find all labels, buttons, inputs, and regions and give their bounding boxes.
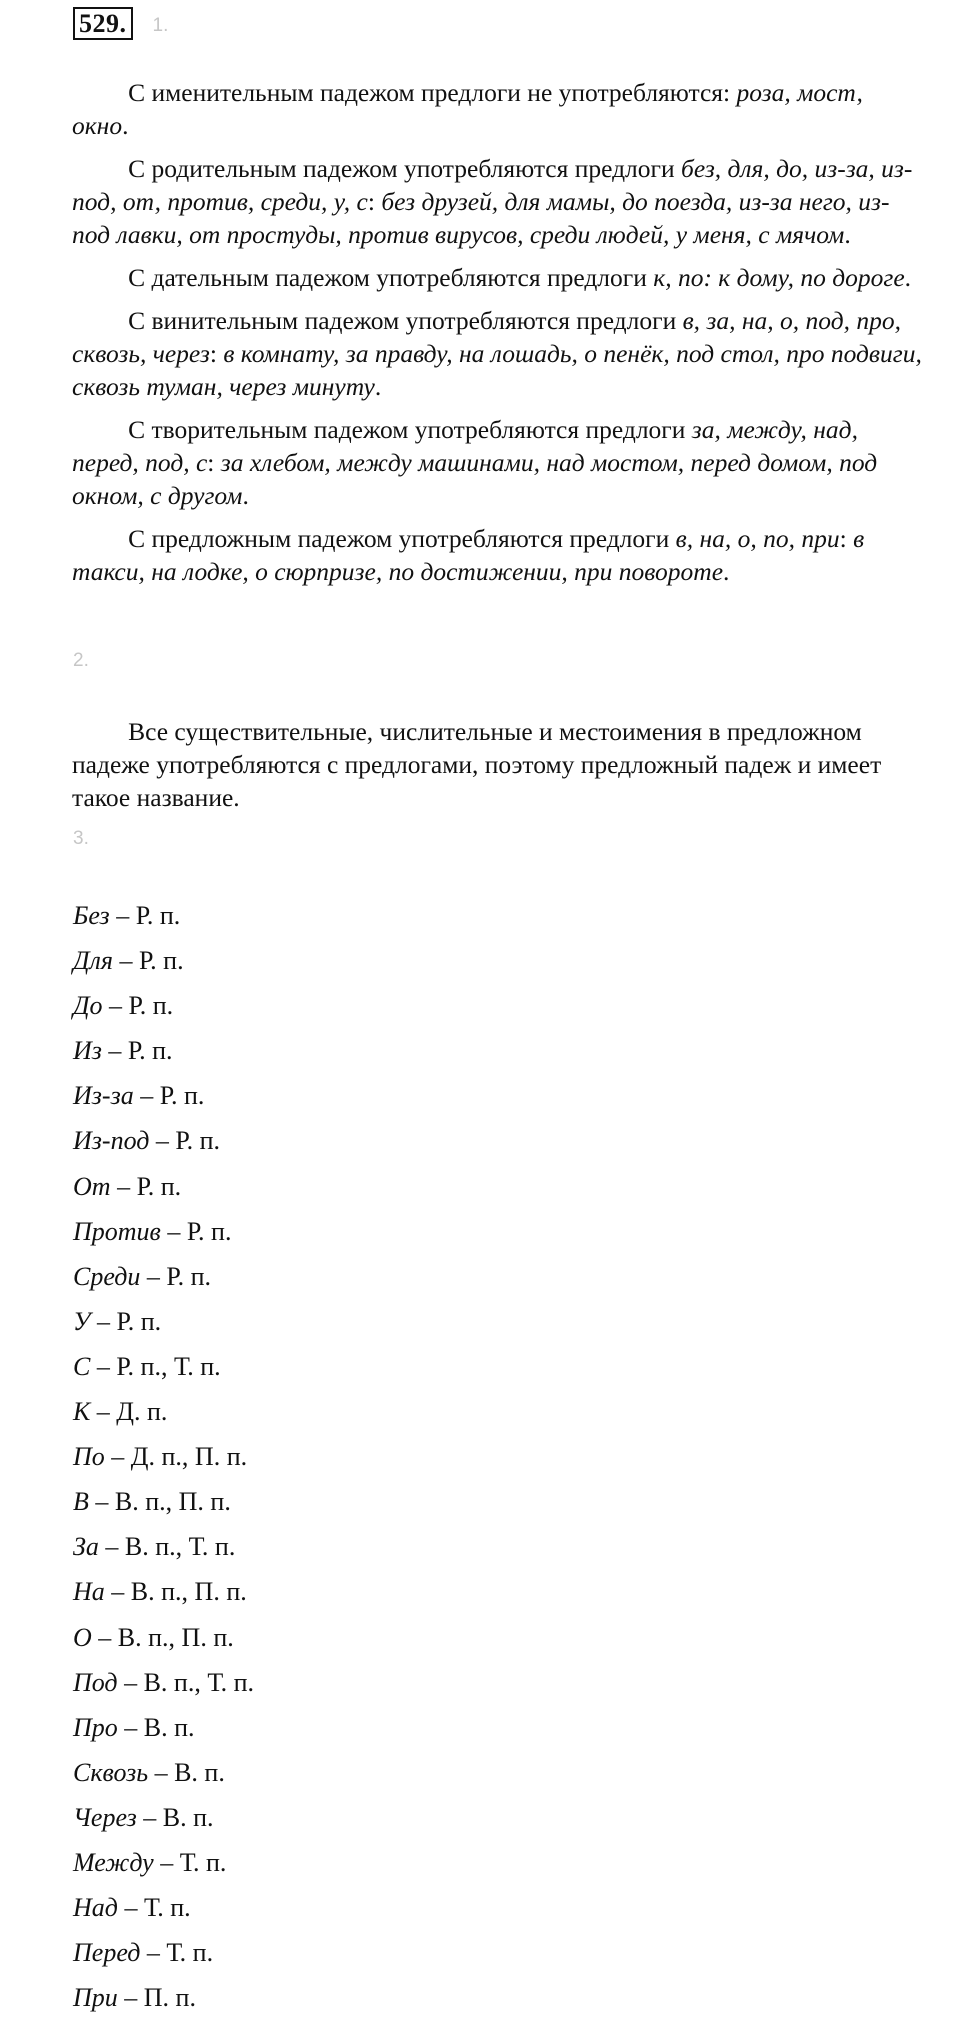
paragraph-text: С именительным падежом предлоги не употребляются:: [128, 78, 737, 107]
examples-text: в такси, на лодке, о сюрпризе, по достижении, при повороте: [72, 524, 865, 586]
preposition-word: Из: [73, 1036, 102, 1066]
preposition-word: Сквозь: [73, 1757, 149, 1787]
list-item: [73, 1975, 254, 2020]
exercise-number: 529.: [73, 7, 133, 40]
list-item: [73, 1209, 254, 1254]
list-item: [73, 1389, 254, 1434]
paragraph-prepositional: [72, 522, 924, 588]
preposition-word: Через: [73, 1802, 137, 1832]
list-item: [73, 1164, 254, 1209]
prepositions-list: [73, 893, 254, 2020]
case-abbreviation: – Т. п.: [117, 1893, 191, 1923]
list-item: [73, 1524, 254, 1569]
case-abbreviation: – Р. п.: [133, 1081, 205, 1111]
case-abbreviation: – Р. п.: [149, 1126, 221, 1156]
prepositions-text: в, за, на, о, под, про, сквозь, через: [72, 306, 901, 368]
list-item: [73, 1795, 254, 1840]
preposition-word: К: [73, 1397, 91, 1427]
examples-text: к, по: к дому, по дороге: [653, 263, 905, 292]
punctuation: .: [723, 557, 730, 586]
punctuation: .: [844, 220, 851, 249]
case-abbreviation: – Р. п.: [101, 1036, 173, 1066]
paragraph-text: С дательным падежом употребляются предлоги: [128, 263, 654, 292]
preposition-word: До: [73, 991, 103, 1021]
preposition-word: Против: [73, 1216, 161, 1246]
list-item: [73, 1660, 254, 1705]
exercise-header: [73, 6, 168, 40]
paragraph-accusative: [72, 304, 924, 403]
case-abbreviation: – Т. п.: [153, 1847, 227, 1877]
preposition-word: С: [73, 1351, 91, 1381]
paragraph-text: С творительным падежом употребляются предлоги: [128, 415, 692, 444]
case-abbreviation: – В. п., П. п.: [104, 1577, 247, 1607]
list-item: [73, 1028, 254, 1073]
paragraph-text: С родительным падежом употребляются предлоги: [128, 154, 682, 183]
case-abbreviation: – В. п., Т. п.: [98, 1532, 236, 1562]
examples-text: без друзей, для мамы, до поезда, из-за него, из-под лавки, от простуды, против вирусов, среди людей, у меня, с мячом: [72, 187, 890, 249]
section-1-text: [72, 76, 924, 598]
punctuation: :: [207, 448, 221, 477]
list-item: [73, 1118, 254, 1163]
list-item: [73, 1615, 254, 1660]
preposition-word: В: [73, 1487, 89, 1517]
list-item: [73, 1705, 254, 1750]
list-item: [73, 1344, 254, 1389]
case-abbreviation: – Р. п.: [160, 1216, 232, 1246]
paragraph-nominative: [72, 76, 924, 142]
punctuation: .: [374, 372, 382, 401]
punctuation: :: [367, 187, 382, 216]
list-item: [73, 893, 254, 938]
list-item: [73, 1479, 254, 1524]
list-item: [73, 983, 254, 1028]
case-abbreviation: – В. п.: [117, 1712, 195, 1742]
list-item: [73, 938, 254, 983]
paragraph-genitive: [72, 152, 924, 251]
preposition-word: За: [73, 1532, 99, 1562]
preposition-word: Про: [73, 1712, 118, 1742]
preposition-word: У: [73, 1306, 91, 1336]
examples-text: за хлебом, между машинами, над мостом, перед домом, под окном, с другом: [72, 448, 878, 510]
list-item: [73, 1299, 254, 1344]
paragraph-text: С винительным падежом употребляются предлоги: [128, 306, 683, 335]
case-abbreviation: – Р. п.: [110, 1171, 182, 1201]
punctuation: .: [122, 111, 129, 140]
prepositions-text: в, на, о, по, при: [675, 524, 840, 553]
preposition-word: Из-за: [73, 1081, 134, 1111]
case-abbreviation: – В. п., П. п.: [91, 1622, 234, 1652]
case-abbreviation: – Р. п.: [90, 1306, 162, 1336]
prepositions-text: за, между, над, перед, под, с: [72, 415, 858, 477]
paragraph-section-2: Все существительные, числительные и местоимения в предложном падеже употребляются с предлогами, поэтому предложный падеж и имеет такое название.: [72, 717, 882, 812]
paragraph-instrumental: [72, 413, 924, 512]
punctuation: :: [209, 339, 224, 368]
list-item: [73, 1840, 254, 1885]
case-abbreviation: – Т. п.: [140, 1938, 214, 1968]
section-3-label: 3.: [73, 828, 89, 849]
list-item: [73, 1750, 254, 1795]
case-abbreviation: – В. п.: [136, 1802, 214, 1832]
preposition-word: На: [73, 1577, 105, 1607]
section-2-text: [72, 715, 924, 824]
case-abbreviation: – В. п., П. п.: [88, 1487, 231, 1517]
preposition-word: Под: [73, 1667, 118, 1697]
preposition-word: О: [73, 1622, 92, 1652]
list-item: [73, 1434, 254, 1479]
case-abbreviation: – Д. п., П. п.: [104, 1442, 248, 1472]
preposition-word: Среди: [73, 1261, 141, 1291]
preposition-word: Перед: [73, 1938, 141, 1968]
preposition-word: Без: [73, 901, 110, 930]
punctuation: .: [242, 481, 249, 510]
case-abbreviation: – Р. п.: [140, 1261, 212, 1291]
section-1-label: 1.: [152, 15, 169, 36]
case-abbreviation: – Р. п.: [102, 991, 174, 1021]
case-abbreviation: – Р. п.: [112, 946, 184, 976]
case-abbreviation: – Р. п., Т. п.: [90, 1351, 221, 1381]
preposition-word: При: [73, 1983, 118, 2013]
preposition-word: Из-под: [73, 1126, 150, 1156]
paragraph-text: С предложным падежом употребляются предлоги: [128, 524, 676, 553]
list-item: [73, 1569, 254, 1614]
list-item: [73, 1930, 254, 1975]
case-abbreviation: – Р. п.: [109, 901, 181, 930]
case-abbreviation: – В. п., Т. п.: [117, 1667, 255, 1697]
preposition-word: От: [73, 1171, 111, 1201]
case-abbreviation: – П. п.: [117, 1983, 196, 2013]
paragraph-dative: [72, 261, 924, 294]
list-item: [73, 1885, 254, 1930]
case-abbreviation: – Д. п.: [90, 1397, 168, 1427]
examples-text: в комнату, за правду, на лошадь, о пенёк, под стол, про подвиги, сквозь туман, через минуту: [72, 339, 922, 401]
punctuation: .: [904, 263, 912, 292]
examples-text: роза, мост, окно: [72, 78, 863, 140]
section-2-label: 2.: [73, 650, 89, 671]
list-item: [73, 1254, 254, 1299]
preposition-word: По: [73, 1442, 105, 1472]
list-item: [73, 1073, 254, 1118]
preposition-word: Между: [73, 1847, 154, 1877]
prepositions-text: без, для, до, из-за, из-под, от, против, среди, у, с: [72, 154, 913, 216]
punctuation: :: [839, 524, 854, 553]
preposition-word: Для: [73, 946, 113, 976]
case-abbreviation: – В. п.: [148, 1757, 225, 1787]
preposition-word: Над: [73, 1893, 118, 1923]
